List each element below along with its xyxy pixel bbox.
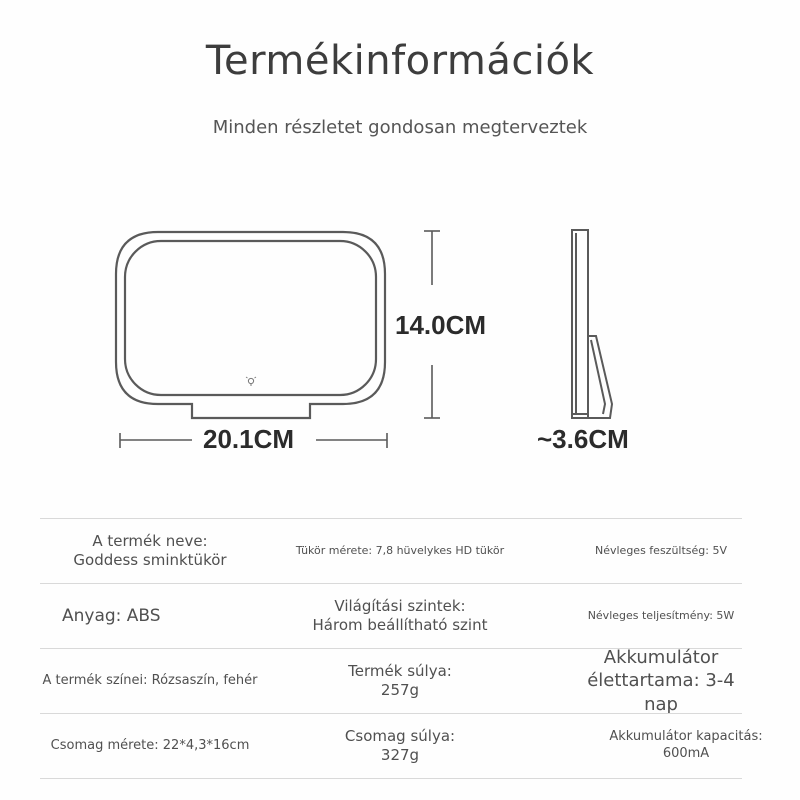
spec-package-weight: Csomag súlya: 327g: [344, 726, 456, 764]
spec-battery-life: Akkumulátor élettartama: 3-4 nap: [587, 646, 735, 715]
spec-battery-capacity: Akkumulátor kapacitás: 600mA: [609, 729, 763, 761]
spec-package-size: Csomag mérete: 22*4,3*16cm: [50, 737, 250, 753]
page-title: Termékinformációk: [205, 38, 595, 84]
spec-table: [40, 518, 763, 779]
width-label: 20.1CM: [203, 424, 295, 454]
spec-rated-voltage: Névleges feszültség: 5V: [595, 543, 727, 557]
spec-row: [40, 583, 742, 648]
mirror-glass: [125, 241, 376, 395]
spec-product-colors: A termék színei: Rózsaszín, fehér: [42, 672, 258, 688]
spec-material: Anyag: ABS: [62, 605, 161, 626]
spec-row: [40, 713, 763, 779]
mirror-side-view: [572, 230, 612, 418]
spec-mirror-size: Tükör mérete: 7,8 hüvelykes HD tükör: [295, 543, 505, 557]
spec-product-weight: Termék súlya: 257g: [348, 661, 452, 699]
height-label: 14.0CM: [395, 310, 487, 340]
spec-light-levels: Világítási szintek: Három beállítható szint: [312, 596, 488, 634]
spec-product-name: A termék neve: Goddess sminktükör: [73, 531, 227, 569]
mirror-front-outline: [116, 232, 385, 418]
spec-rated-power: Névleges teljesítmény: 5W: [587, 608, 735, 622]
page-subtitle: Minden részletet gondosan megterveztek: [212, 117, 588, 138]
spec-row: [40, 648, 742, 713]
light-bulb-icon: [246, 377, 256, 386]
depth-label: ~3.6CM: [537, 424, 629, 454]
spec-row: [40, 518, 742, 583]
